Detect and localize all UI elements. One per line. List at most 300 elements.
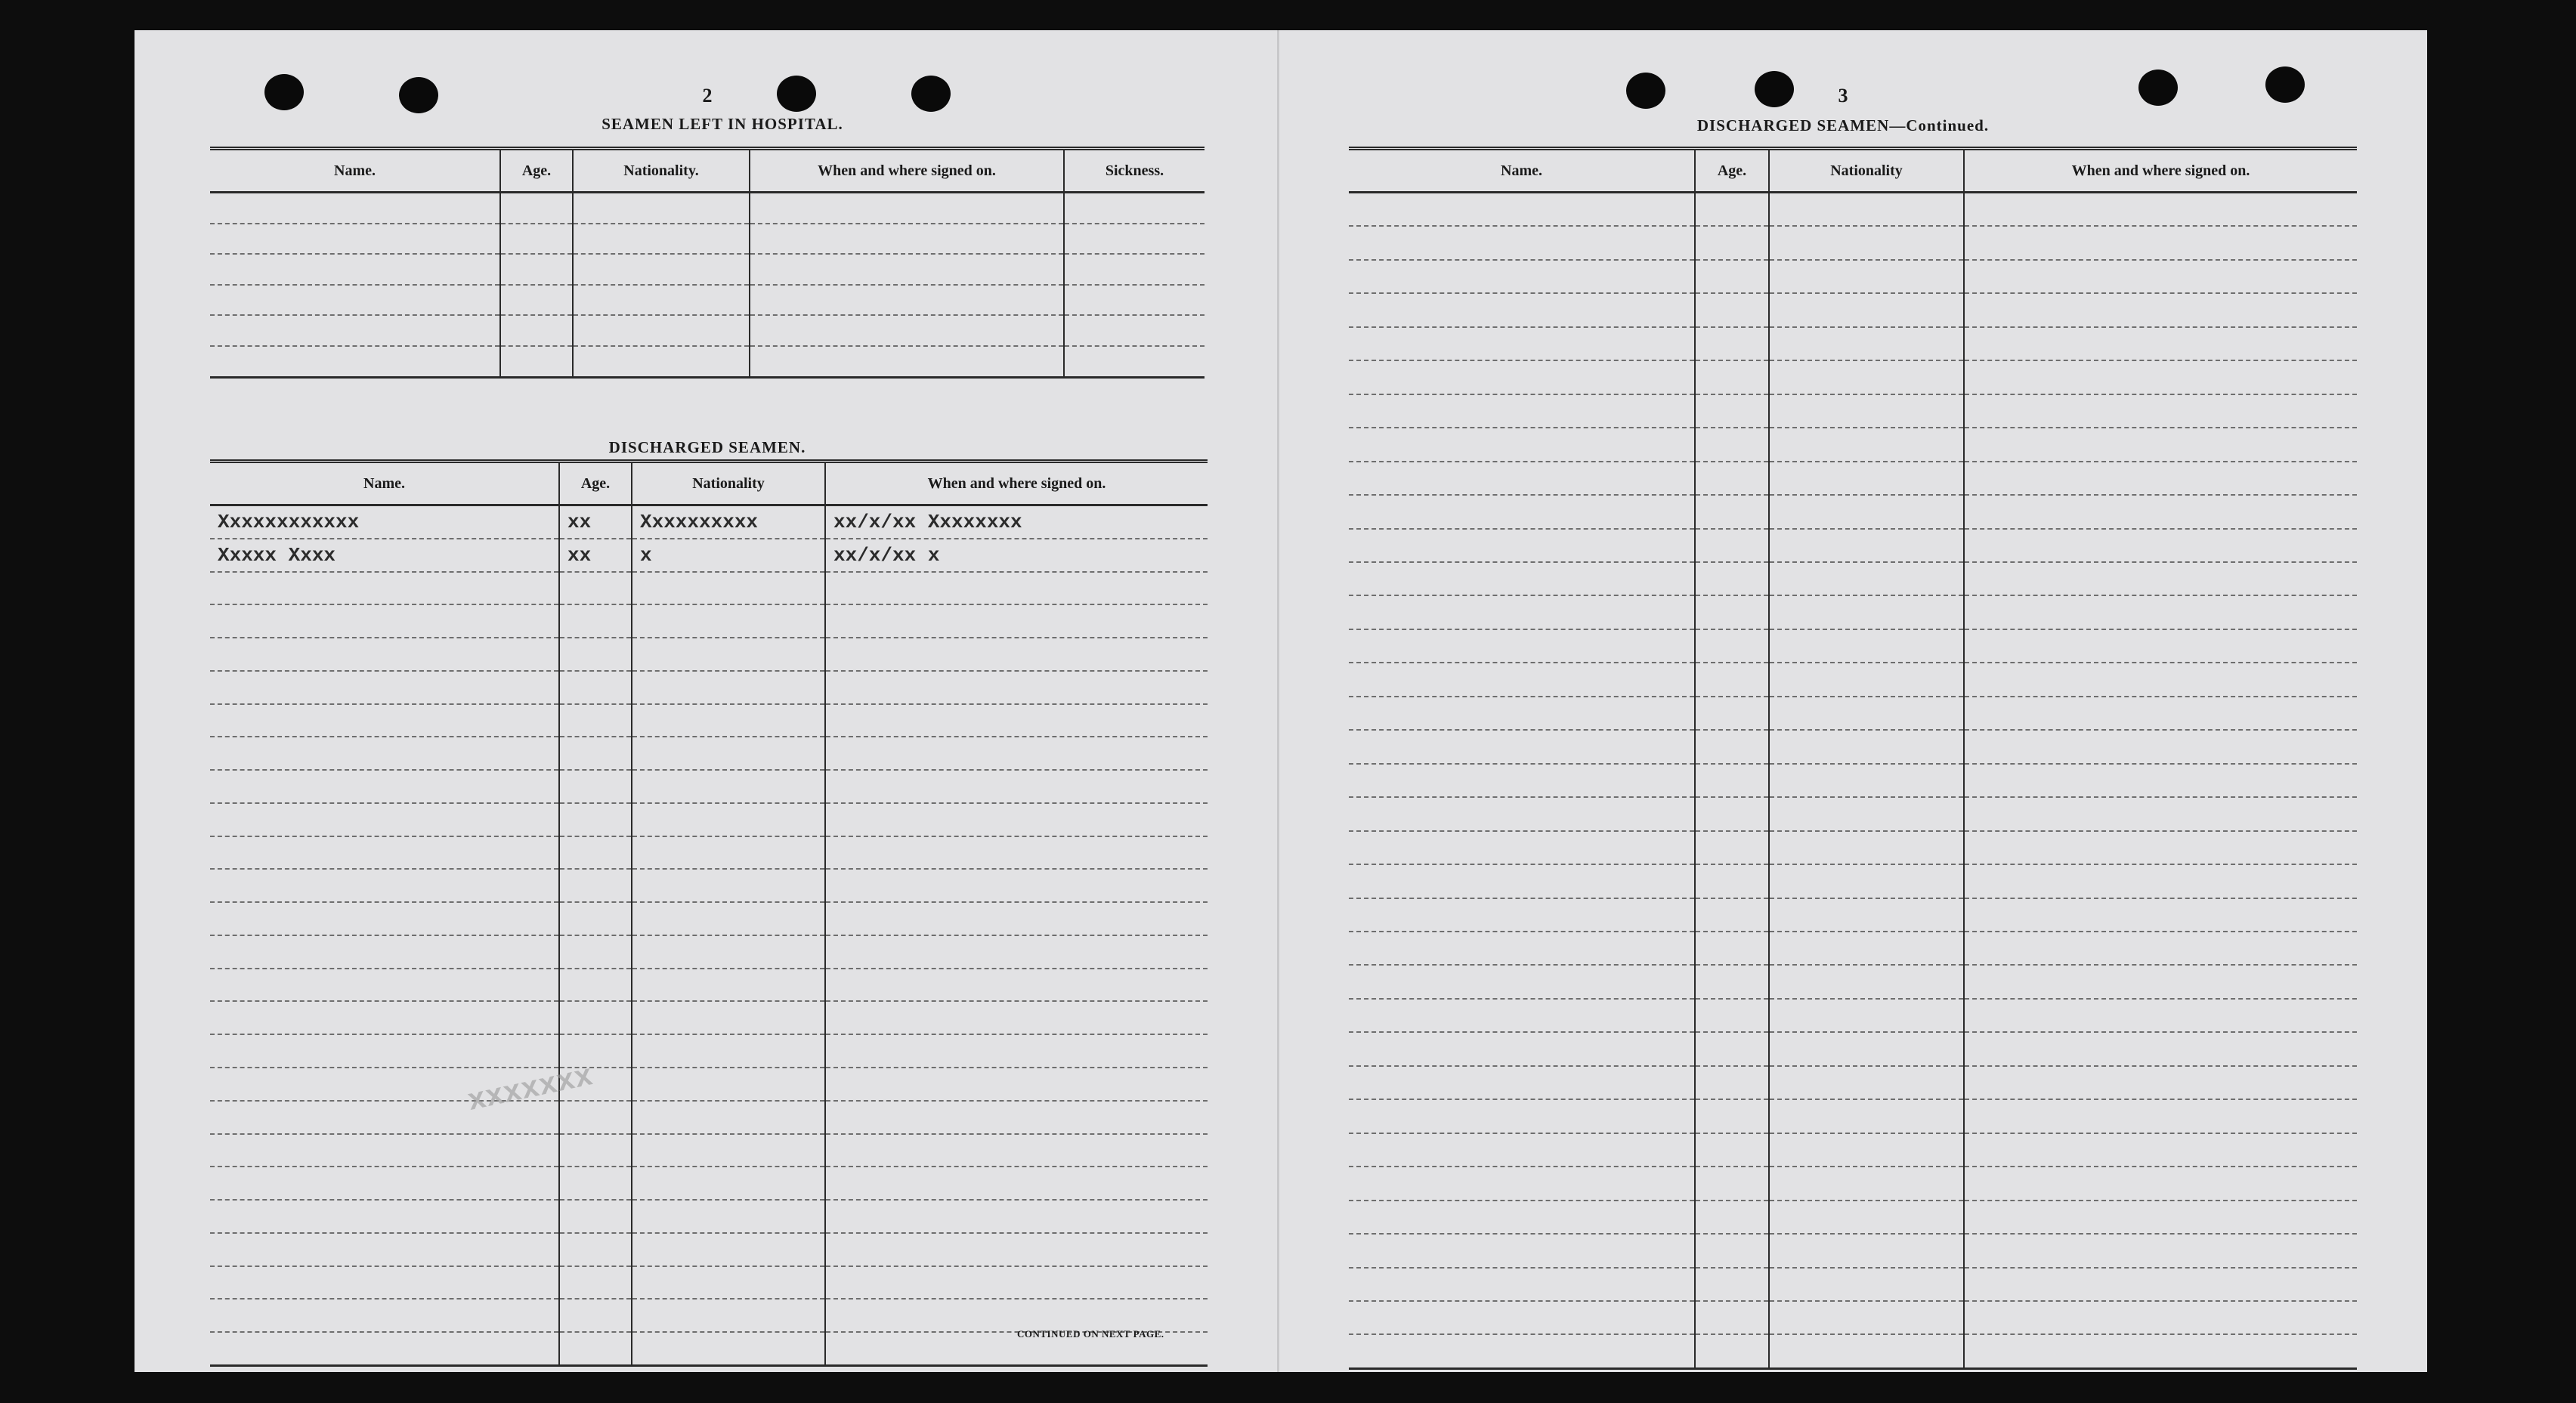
table-cell <box>1695 764 1769 797</box>
table-cell <box>210 315 500 346</box>
table-cell <box>632 671 825 704</box>
table-cell <box>210 671 559 704</box>
table-cell <box>1695 999 1769 1032</box>
table-cell <box>1769 1234 1964 1267</box>
table-cell <box>210 803 559 836</box>
table-cell <box>1349 932 1695 965</box>
table-cell <box>1349 797 1695 830</box>
table-cell <box>1769 1133 1964 1167</box>
table-cell <box>825 1068 1208 1101</box>
table-row <box>1349 595 2357 629</box>
table-row <box>210 737 1208 770</box>
table-cell <box>1964 898 2357 932</box>
table-cell <box>825 671 1208 704</box>
table-row <box>210 770 1208 803</box>
table-cell <box>1695 1066 1769 1099</box>
table-cell <box>210 969 559 1002</box>
table-cell <box>1964 226 2357 259</box>
table-cell <box>559 1167 632 1200</box>
table-row <box>1349 730 2357 763</box>
table-cell <box>1964 1268 2357 1301</box>
table-cell <box>1349 226 1695 259</box>
page-number: 3 <box>1838 85 1848 107</box>
table-row <box>210 1101 1208 1134</box>
column-header: Age. <box>1695 149 1769 193</box>
table-cell <box>1349 193 1695 227</box>
table-row <box>1349 697 2357 730</box>
table-cell <box>1695 1301 1769 1334</box>
table-cell <box>1769 932 1964 965</box>
table-row <box>1349 1167 2357 1200</box>
table-cell <box>1064 346 1205 377</box>
column-header: Nationality <box>1769 149 1964 193</box>
table-cell <box>1964 730 2357 763</box>
table-cell <box>210 1299 559 1332</box>
column-header: Name. <box>210 462 559 505</box>
table-row <box>1349 428 2357 461</box>
table-cell <box>1695 1167 1769 1200</box>
table-cell <box>1769 999 1964 1032</box>
table-cell <box>1695 663 1769 696</box>
table-cell <box>1695 428 1769 461</box>
table-cell <box>1695 327 1769 360</box>
table-cell <box>559 1299 632 1332</box>
table-row <box>210 1034 1208 1068</box>
table-cell: Xxxxxxxxxx <box>632 505 825 539</box>
table-cell <box>1769 1301 1964 1334</box>
table-cell <box>1769 1167 1964 1200</box>
table-cell <box>1695 965 1769 998</box>
table-row <box>210 671 1208 704</box>
right-page <box>1279 30 2427 1372</box>
table-cell <box>632 1167 825 1200</box>
table-cell: xx <box>559 505 632 539</box>
table-cell: x <box>632 539 825 572</box>
table-cell <box>1769 260 1964 293</box>
table-cell <box>1964 462 2357 495</box>
table-cell <box>632 1134 825 1167</box>
column-header: Sickness. <box>1064 149 1205 193</box>
table-cell <box>632 1299 825 1332</box>
table-cell: xx/x/xx Xxxxxxxx <box>825 505 1208 539</box>
table-cell <box>825 1101 1208 1134</box>
table-cell <box>1964 864 2357 898</box>
table-cell <box>559 803 632 836</box>
table-row <box>210 1233 1208 1266</box>
table-row <box>1349 462 2357 495</box>
table-cell <box>1964 1201 2357 1234</box>
table-cell <box>1769 462 1964 495</box>
table-row <box>1349 529 2357 562</box>
table-row <box>210 285 1205 316</box>
table-cell <box>750 315 1064 346</box>
table-cell <box>1695 394 1769 428</box>
table-row <box>210 1001 1208 1034</box>
table-cell <box>559 902 632 935</box>
table-cell <box>632 902 825 935</box>
table-cell <box>1964 629 2357 663</box>
table-cell <box>1769 226 1964 259</box>
table-row <box>210 969 1208 1002</box>
table-cell <box>559 737 632 770</box>
table-cell <box>1964 965 2357 998</box>
table-cell <box>1769 831 1964 864</box>
table-row <box>1349 394 2357 428</box>
page-number: 2 <box>702 85 713 107</box>
table-row <box>1349 360 2357 394</box>
table-cell <box>1964 327 2357 360</box>
table-row <box>210 1266 1208 1299</box>
table-cell <box>1695 1201 1769 1234</box>
table-row <box>1349 327 2357 360</box>
table-row <box>1349 629 2357 663</box>
table-cell <box>573 346 750 377</box>
table-cell <box>1349 1167 1695 1200</box>
table-row <box>210 1134 1208 1167</box>
table-row <box>210 346 1205 377</box>
table-cell <box>1695 831 1769 864</box>
table-row <box>1349 932 2357 965</box>
table-row <box>1349 1066 2357 1099</box>
table-cell <box>1769 898 1964 932</box>
table-cell <box>1964 529 2357 562</box>
table-cell <box>750 346 1064 377</box>
table-cell <box>632 1332 825 1365</box>
table-cell <box>632 638 825 671</box>
table-cell <box>1769 1032 1964 1065</box>
table-cell <box>210 1134 559 1167</box>
table-cell <box>825 572 1208 605</box>
table-cell <box>1349 595 1695 629</box>
table-cell <box>210 1266 559 1299</box>
table-cell <box>632 704 825 737</box>
table-row <box>210 1167 1208 1200</box>
table-row <box>1349 797 2357 830</box>
table-cell <box>559 1266 632 1299</box>
table-cell <box>1349 999 1695 1032</box>
table-cell <box>210 770 559 803</box>
table-cell <box>632 1101 825 1134</box>
table-cell <box>825 1134 1208 1167</box>
table-cell <box>1349 1334 1695 1368</box>
table-cell <box>825 1233 1208 1266</box>
table-cell <box>1349 831 1695 864</box>
table-cell <box>210 1233 559 1266</box>
table-cell <box>1695 495 1769 528</box>
table-row <box>1349 226 2357 259</box>
table-cell <box>1349 730 1695 763</box>
table-row <box>1349 663 2357 696</box>
table-cell <box>559 638 632 671</box>
table-cell <box>1964 1334 2357 1368</box>
table-cell <box>1769 1099 1964 1133</box>
table-cell <box>1769 797 1964 830</box>
table-row <box>1349 965 2357 998</box>
table-cell <box>1695 797 1769 830</box>
table-row <box>210 505 1208 539</box>
table-row <box>210 638 1208 671</box>
table-row <box>210 539 1208 572</box>
table-cell <box>1695 1133 1769 1167</box>
table-cell <box>1964 394 2357 428</box>
table-cell <box>559 1134 632 1167</box>
table-cell <box>1769 327 1964 360</box>
table-cell <box>1695 562 1769 595</box>
table-cell <box>1349 1234 1695 1267</box>
table-cell <box>210 1034 559 1068</box>
table-cell <box>632 1233 825 1266</box>
table-row <box>1349 293 2357 326</box>
table-row <box>1349 1234 2357 1267</box>
table-cell <box>1349 360 1695 394</box>
table-cell <box>1064 254 1205 285</box>
table-cell <box>210 1332 559 1365</box>
table-cell <box>1349 462 1695 495</box>
table-cell <box>1349 394 1695 428</box>
table-cell <box>632 1034 825 1068</box>
table-cell <box>1695 1099 1769 1133</box>
table-cell <box>1964 360 2357 394</box>
table-cell <box>1769 864 1964 898</box>
table-row <box>210 224 1205 255</box>
table-cell <box>559 604 632 638</box>
table-cell <box>1769 1268 1964 1301</box>
table-cell: Xxxxxxxxxxxx <box>210 505 559 539</box>
table-cell <box>1695 898 1769 932</box>
table-cell <box>1769 495 1964 528</box>
table-cell <box>1695 1334 1769 1368</box>
table-row <box>1349 1099 2357 1133</box>
table-cell <box>632 737 825 770</box>
table-cell <box>1349 562 1695 595</box>
table-cell <box>632 572 825 605</box>
column-header: Nationality. <box>573 149 750 193</box>
table-cell <box>500 224 573 255</box>
table-cell <box>1349 1268 1695 1301</box>
table-cell <box>1769 293 1964 326</box>
table-cell <box>1964 428 2357 461</box>
table-cell <box>1964 495 2357 528</box>
table-cell <box>825 1001 1208 1034</box>
table-cell <box>1964 1234 2357 1267</box>
table-cell <box>825 1299 1208 1332</box>
table-cell <box>1695 1234 1769 1267</box>
table-cell <box>1964 562 2357 595</box>
table-cell <box>210 1200 559 1233</box>
table-row <box>1349 1301 2357 1334</box>
table-cell <box>825 869 1208 902</box>
table-cell <box>632 836 825 870</box>
table-cell <box>1769 1334 1964 1368</box>
table-row <box>1349 831 2357 864</box>
table-row <box>210 869 1208 902</box>
hospital-table <box>210 147 1205 379</box>
continued-note: CONTINUED ON NEXT PAGE. <box>1017 1328 1164 1340</box>
table-cell <box>1695 595 1769 629</box>
table-cell <box>825 1200 1208 1233</box>
table-cell <box>1964 697 2357 730</box>
table-cell <box>210 604 559 638</box>
table-cell: Xxxxx Xxxx <box>210 539 559 572</box>
table-cell <box>559 671 632 704</box>
table-cell <box>825 604 1208 638</box>
table-row <box>210 315 1205 346</box>
table-cell <box>1349 764 1695 797</box>
table-cell <box>1964 797 2357 830</box>
table-cell <box>559 935 632 969</box>
table-cell <box>1695 260 1769 293</box>
table-cell <box>632 869 825 902</box>
table-cell <box>559 1001 632 1034</box>
table-cell <box>825 935 1208 969</box>
table-cell <box>632 770 825 803</box>
table-cell <box>632 1068 825 1101</box>
table-cell <box>1695 226 1769 259</box>
table-cell <box>1695 697 1769 730</box>
table-cell <box>1349 1066 1695 1099</box>
column-header: Name. <box>210 149 500 193</box>
table-cell <box>632 1266 825 1299</box>
table-cell <box>825 969 1208 1002</box>
table-cell <box>210 193 500 224</box>
table-cell <box>632 803 825 836</box>
table-cell <box>1964 1066 2357 1099</box>
table-cell <box>210 638 559 671</box>
table-row <box>1349 562 2357 595</box>
table-cell <box>1349 529 1695 562</box>
table-cell <box>210 224 500 255</box>
table-cell <box>750 285 1064 316</box>
table-cell <box>750 254 1064 285</box>
table-cell <box>825 1167 1208 1200</box>
table-cell <box>1695 360 1769 394</box>
table-cell <box>1349 1201 1695 1234</box>
table-cell <box>1769 193 1964 227</box>
table-cell <box>210 704 559 737</box>
table-cell <box>500 193 573 224</box>
table-row <box>1349 999 2357 1032</box>
table-row <box>1349 1032 2357 1065</box>
table-cell <box>1964 663 2357 696</box>
table-cell <box>1064 224 1205 255</box>
table-row <box>210 1299 1208 1332</box>
table-cell <box>632 935 825 969</box>
table-cell <box>1349 898 1695 932</box>
table-cell <box>1769 663 1964 696</box>
table-cell <box>1695 293 1769 326</box>
discharged-continued-title: DISCHARGED SEAMEN—Continued. <box>1696 116 1990 134</box>
table-row <box>1349 193 2357 227</box>
table-cell <box>500 315 573 346</box>
table-cell <box>1349 697 1695 730</box>
table-cell <box>210 346 500 377</box>
table-cell <box>210 902 559 935</box>
table-cell <box>1349 293 1695 326</box>
table-cell <box>559 1034 632 1068</box>
table-cell <box>1769 1201 1964 1234</box>
table-cell <box>632 1200 825 1233</box>
table-cell <box>1964 764 2357 797</box>
table-cell <box>1769 529 1964 562</box>
table-cell <box>825 1034 1208 1068</box>
table-cell <box>210 1001 559 1034</box>
table-cell <box>559 1332 632 1365</box>
table-cell <box>1964 932 2357 965</box>
table-cell <box>559 1233 632 1266</box>
table-cell <box>1349 864 1695 898</box>
table-row <box>210 1200 1208 1233</box>
table-cell <box>559 572 632 605</box>
table-cell <box>1964 595 2357 629</box>
table-cell: xx/x/xx x <box>825 539 1208 572</box>
table-cell <box>1964 1032 2357 1065</box>
table-cell <box>1769 428 1964 461</box>
discharged-section-title: DISCHARGED SEAMEN. <box>608 438 806 456</box>
table-cell <box>559 704 632 737</box>
table-cell <box>1695 1268 1769 1301</box>
hospital-section-title: SEAMEN LEFT IN HOSPITAL. <box>601 115 843 133</box>
table-row <box>1349 1334 2357 1368</box>
table-row <box>210 1068 1208 1101</box>
table-cell <box>210 254 500 285</box>
column-header: Nationality <box>632 462 825 505</box>
table-cell <box>210 737 559 770</box>
table-cell <box>1349 1032 1695 1065</box>
table-row <box>1349 898 2357 932</box>
table-cell <box>825 902 1208 935</box>
table-cell: xx <box>559 539 632 572</box>
table-row <box>210 704 1208 737</box>
column-header: When and where signed on. <box>750 149 1064 193</box>
table-cell <box>825 1266 1208 1299</box>
table-cell <box>559 836 632 870</box>
table-cell <box>559 770 632 803</box>
table-cell <box>1769 629 1964 663</box>
table-cell <box>573 193 750 224</box>
faded-stamp: xxxxxxx <box>465 1060 596 1120</box>
table-cell <box>210 836 559 870</box>
table-cell <box>1964 193 2357 227</box>
table-cell <box>1964 831 2357 864</box>
table-row <box>210 572 1208 605</box>
table-cell <box>1349 428 1695 461</box>
table-cell <box>1349 1133 1695 1167</box>
table-cell <box>1349 260 1695 293</box>
table-cell <box>1064 193 1205 224</box>
table-cell <box>1695 730 1769 763</box>
table-cell <box>750 193 1064 224</box>
table-cell <box>1064 285 1205 316</box>
table-cell <box>210 869 559 902</box>
table-cell <box>559 1101 632 1134</box>
table-row <box>1349 495 2357 528</box>
table-cell <box>573 285 750 316</box>
table-cell <box>1964 260 2357 293</box>
table-cell <box>1695 1032 1769 1065</box>
table-cell <box>500 254 573 285</box>
table-cell <box>1349 629 1695 663</box>
table-cell <box>1769 730 1964 763</box>
table-cell <box>559 869 632 902</box>
table-cell <box>1695 529 1769 562</box>
table-cell <box>825 737 1208 770</box>
table-row <box>1349 864 2357 898</box>
table-cell <box>1769 965 1964 998</box>
table-cell <box>1964 1099 2357 1133</box>
table-row <box>210 193 1205 224</box>
table-cell <box>210 572 559 605</box>
table-cell <box>825 836 1208 870</box>
